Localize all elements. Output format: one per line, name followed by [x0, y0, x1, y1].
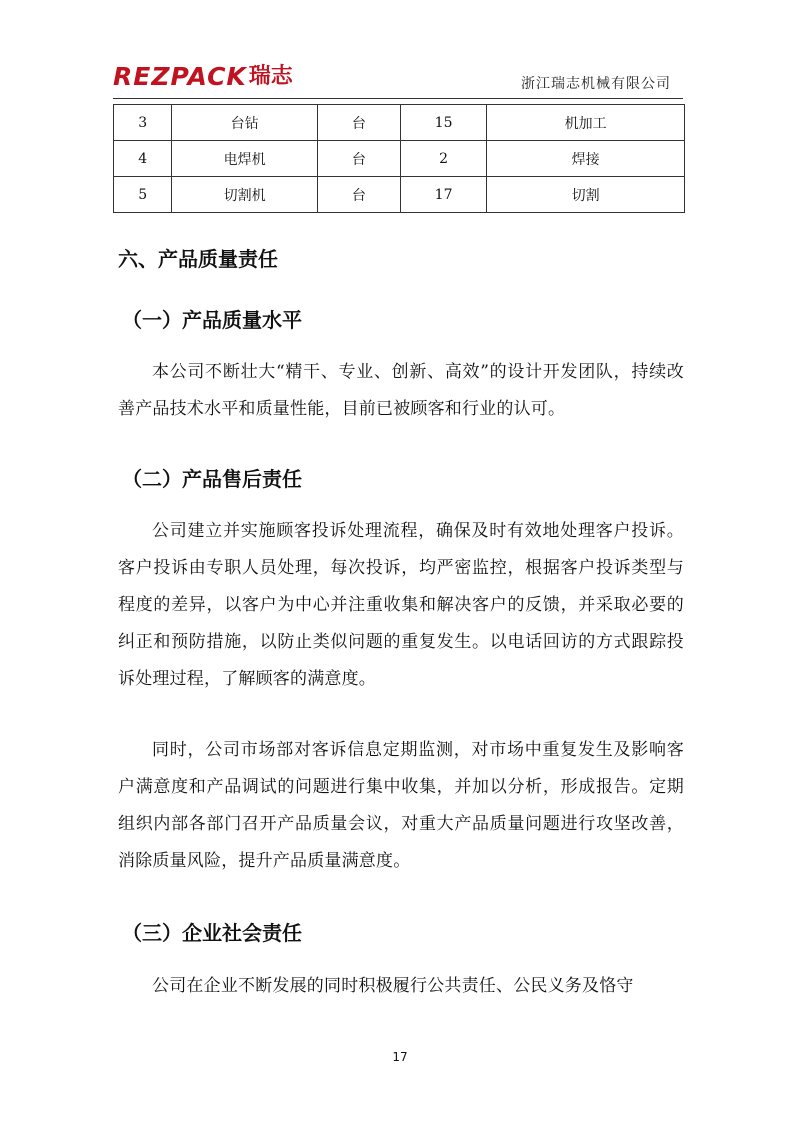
paragraph: 公司在企业不断发展的同时积极履行公共责任、公民义务及恪守	[152, 976, 634, 996]
company-name: 浙江瑞志机械有限公司	[521, 76, 671, 92]
table-cell: 台钻	[172, 105, 317, 141]
table-cell: 17	[401, 177, 487, 213]
company-logo	[113, 62, 293, 92]
logo-wordmark: REZPACK	[113, 62, 247, 91]
table-row	[114, 105, 685, 141]
table-cell: 台	[317, 141, 400, 177]
table-cell: 15	[401, 105, 487, 141]
logo-chinese: 瑞志	[248, 64, 293, 89]
table-cell: 2	[401, 141, 487, 177]
table-cell: 4	[114, 141, 172, 177]
page-header	[113, 60, 683, 99]
table-cell: 切割机	[172, 177, 317, 213]
table-row	[114, 141, 685, 177]
paragraph: 本公司不断壮大“精干、专业、创新、高效”的设计开发团队，持续改善产品技术水平和质量性能，目前已被顾客和行业的认可。	[118, 362, 684, 419]
page-number: 17	[392, 1050, 408, 1064]
table-cell: 3	[114, 105, 172, 141]
table-cell: 切割	[487, 177, 685, 213]
table-row	[114, 177, 685, 213]
section-heading: 六、产品质量责任	[118, 247, 278, 271]
paragraph: 同时，公司市场部对客诉信息定期监测，对市场中重复发生及影响客户满意度和产品调试的问题进行集中收集，并加以分析，形成报告。定期组织内部各部门召开产品质量会议，对重大产品质量问题进行攻坚改善，消除质量风险，提升产品质量满意度。	[118, 740, 684, 871]
table-cell: 5	[114, 177, 172, 213]
table-cell: 焊接	[487, 141, 685, 177]
equipment-table	[113, 104, 685, 213]
table-cell: 台	[317, 177, 400, 213]
table-cell: 电焊机	[172, 141, 317, 177]
subsection-heading-quality-level: （一）产品质量水平	[122, 308, 302, 332]
subsection-heading-after-sales: （二）产品售后责任	[122, 467, 302, 491]
subsection-heading-social-responsibility: （三）企业社会责任	[122, 921, 302, 945]
paragraph: 公司建立并实施顾客投诉处理流程，确保及时有效地处理客户投诉。客户投诉由专职人员处理，每次投诉，均严密监控，根据客户投诉类型与程度的差异，以客户为中心并注重收集和解决客户的反馈，并采取必要的纠正和预防措施，以防止类似问题的重复发生。以电话回访的方式跟踪投诉处理过程，了解顾客的满意度。	[118, 521, 684, 689]
table-cell: 台	[317, 105, 400, 141]
table-cell: 机加工	[487, 105, 685, 141]
